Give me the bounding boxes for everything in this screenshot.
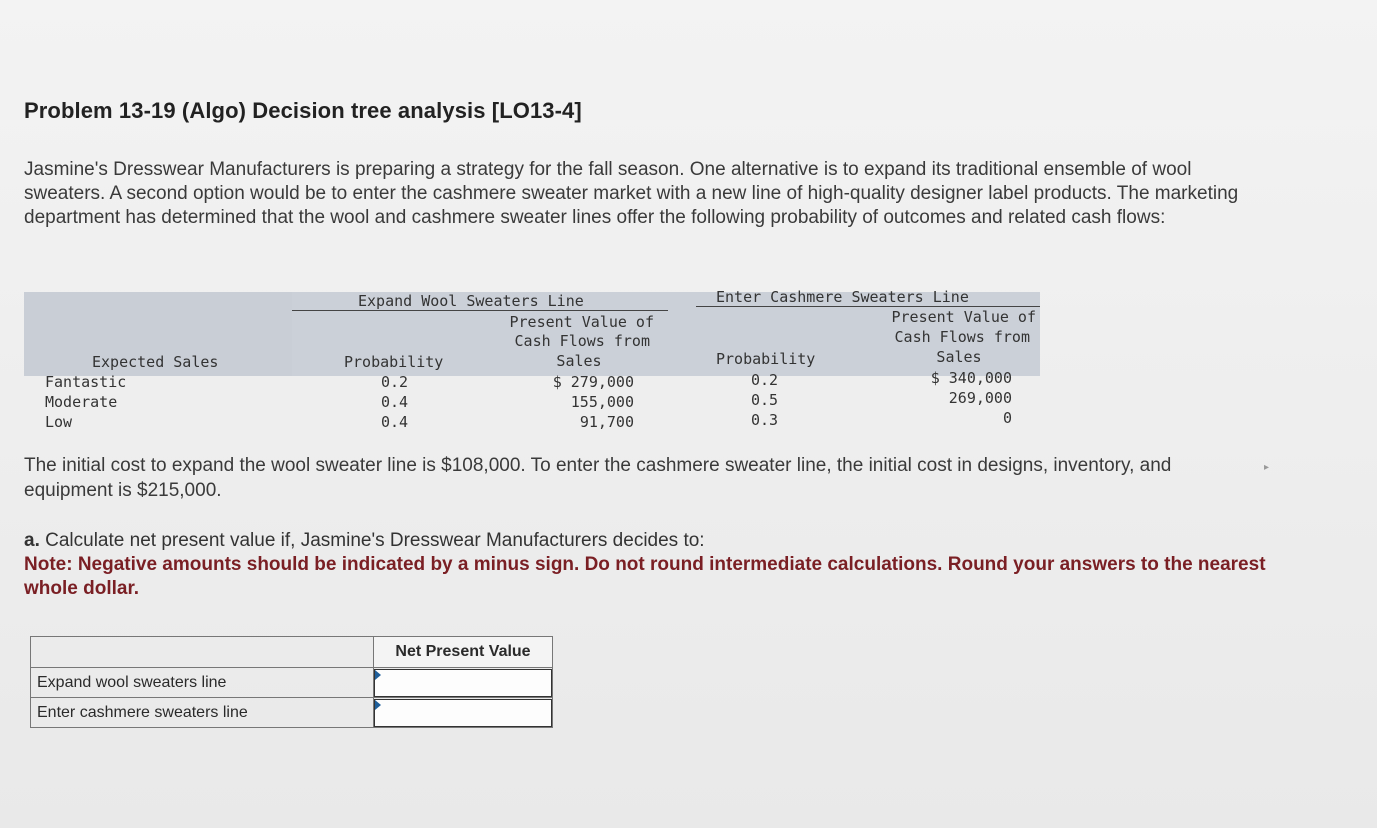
cashmere-pv-value: $ 340,000 bbox=[930, 369, 1012, 387]
row-label: Low bbox=[45, 413, 73, 431]
wool-pv-value: 155,000 bbox=[570, 393, 634, 411]
wool-probability-value: 0.4 bbox=[381, 393, 409, 411]
part-a-prompt bbox=[24, 529, 1284, 553]
wool-pv-header-3: Sales bbox=[556, 352, 602, 370]
answer-row-label: Expand wool sweaters line bbox=[31, 668, 374, 698]
npv-cashmere-input[interactable] bbox=[374, 699, 552, 727]
npv-wool-input[interactable] bbox=[374, 669, 552, 697]
cashmere-probability-header: Probability bbox=[716, 350, 816, 368]
part-a-text: Calculate net present value if, Jasmine's Dresswear Manufacturers decides to: bbox=[39, 530, 705, 551]
cashmere-group-header: Enter Cashmere Sweaters Line bbox=[716, 288, 969, 306]
cashmere-probability-value: 0.2 bbox=[751, 371, 779, 389]
wool-pv-value: 91,700 bbox=[579, 413, 634, 431]
wool-header-rule bbox=[292, 310, 668, 311]
npv-input-cell bbox=[374, 698, 553, 728]
wool-pv-header-1: Present Value of bbox=[509, 313, 654, 331]
input-marker-icon bbox=[375, 670, 381, 680]
cashmere-pv-header-1: Present Value of bbox=[891, 308, 1036, 326]
scroll-marker-icon: ▸ bbox=[1264, 462, 1270, 473]
wool-pv-header-2: Cash Flows from bbox=[514, 332, 650, 350]
problem-intro: Jasmine's Dresswear Manufacturers is preparing a strategy for the fall season. One alternative is to expand its traditional ensemble of wool sweaters. A second option would be to enter the cashmere sweater market with a new line of high-quality designer label products. The marketing department has determined that the wool and cashmere sweater lines offer the following probability of outcomes and related cash flows: bbox=[24, 159, 1239, 228]
wool-probability-header: Probability bbox=[344, 353, 444, 371]
wool-probability-value: 0.4 bbox=[381, 413, 409, 431]
row-label: Moderate bbox=[45, 393, 118, 411]
initial-cost-paragraph: The initial cost to expand the wool sweater line is $108,000. To enter the cashmere sweater line, the initial cost in designs, inventory, and equipment is $215,000. bbox=[24, 455, 1172, 501]
cashmere-header-rule bbox=[696, 306, 1040, 307]
cashmere-pv-header-2: Cash Flows from bbox=[894, 328, 1030, 346]
npv-answer-table bbox=[30, 636, 553, 728]
wool-pv-value: $ 279,000 bbox=[552, 373, 634, 391]
table-row bbox=[31, 637, 553, 668]
row-label: Fantastic bbox=[45, 373, 127, 391]
wool-group-header: Expand Wool Sweaters Line bbox=[358, 292, 584, 310]
answer-table-corner bbox=[31, 637, 374, 668]
cash-flow-table bbox=[24, 286, 1044, 431]
table-row bbox=[31, 698, 553, 728]
cashmere-pv-header-3: Sales bbox=[936, 348, 982, 366]
table-row bbox=[31, 668, 553, 698]
problem-title: Problem 13-19 (Algo) Decision tree analysis [LO13-4] bbox=[24, 98, 582, 123]
answer-row-label: Enter cashmere sweaters line bbox=[31, 698, 374, 728]
cashmere-probability-value: 0.5 bbox=[751, 391, 779, 409]
npv-input-cell bbox=[374, 668, 553, 698]
wool-probability-value: 0.2 bbox=[381, 373, 409, 391]
part-a-note: Note: Negative amounts should be indicated by a minus sign. Do not round intermediate calculations. Round your answers to the nearest whole dollar. bbox=[24, 554, 1266, 599]
expected-sales-header: Expected Sales bbox=[92, 353, 219, 371]
cashmere-probability-value: 0.3 bbox=[751, 411, 779, 429]
cashmere-pv-value: 0 bbox=[1002, 409, 1012, 427]
npv-header: Net Present Value bbox=[374, 637, 553, 668]
part-a-instructions bbox=[24, 529, 1284, 601]
cashmere-pv-value: 269,000 bbox=[948, 389, 1012, 407]
part-a-prefix: a. bbox=[24, 530, 40, 551]
input-marker-icon bbox=[375, 700, 381, 710]
